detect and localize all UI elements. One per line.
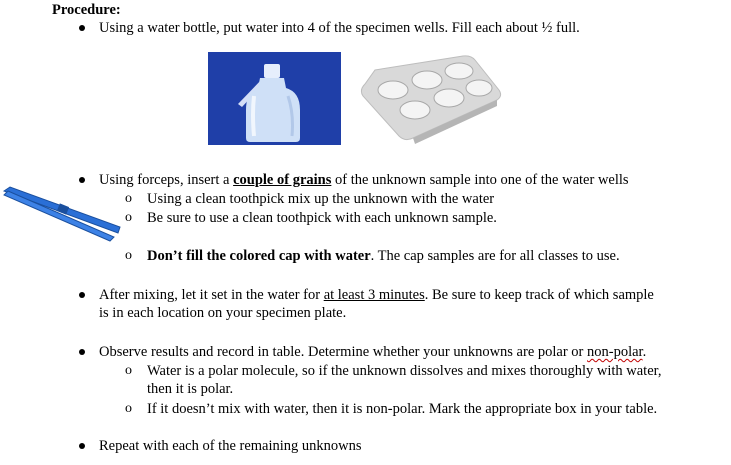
substep-toothpick-mix: Using a clean toothpick mix up the unknown with the water	[147, 191, 495, 207]
substep-non-polar: If it doesn’t mix with water, then it is non-polar. Mark the appropriate box in your table.	[147, 401, 658, 417]
substep-colored-cap: Don’t fill the colored cap with water. The cap samples are for all classes to use.	[147, 248, 620, 264]
step-insert-sample: Using forceps, insert a couple of grains of the unknown sample into one of the water wells	[99, 172, 629, 188]
bullet-marker	[79, 25, 85, 31]
bullet-marker	[79, 177, 85, 183]
bullet-marker	[79, 349, 85, 355]
step-let-set: After mixing, let it set in the water for at least 3 minutes. Be sure to keep track of which sample	[99, 287, 654, 303]
step-fill-wells: Using a water bottle, put water into 4 of the specimen wells. Fill each about ½ full.	[99, 20, 580, 36]
sub-marker: o	[125, 210, 132, 225]
sub-marker: o	[125, 363, 132, 378]
procedure-heading: Procedure:	[52, 2, 121, 18]
substep-polar-molecule: Water is a polar molecule, so if the unknown dissolves and mixes thoroughly with water,	[147, 363, 662, 379]
bullet-marker	[79, 443, 85, 449]
sub-marker: o	[125, 248, 132, 263]
substep-clean-toothpick: Be sure to use a clean toothpick with each unknown sample.	[147, 210, 497, 226]
forceps-image	[0, 183, 125, 243]
water-bottle-image	[208, 52, 341, 145]
sub-marker: o	[125, 401, 132, 416]
step-let-set-line2: is in each location on your specimen plate.	[99, 305, 347, 321]
specimen-plate-image	[355, 52, 505, 144]
substep-polar-molecule-line2: then it is polar.	[147, 381, 234, 397]
step-observe-results: Observe results and record in table. Determine whether your unknowns are polar or non-polar.	[99, 344, 647, 360]
sub-marker: o	[125, 191, 132, 206]
step-repeat: Repeat with each of the remaining unknowns	[99, 438, 362, 454]
bullet-marker	[79, 292, 85, 298]
